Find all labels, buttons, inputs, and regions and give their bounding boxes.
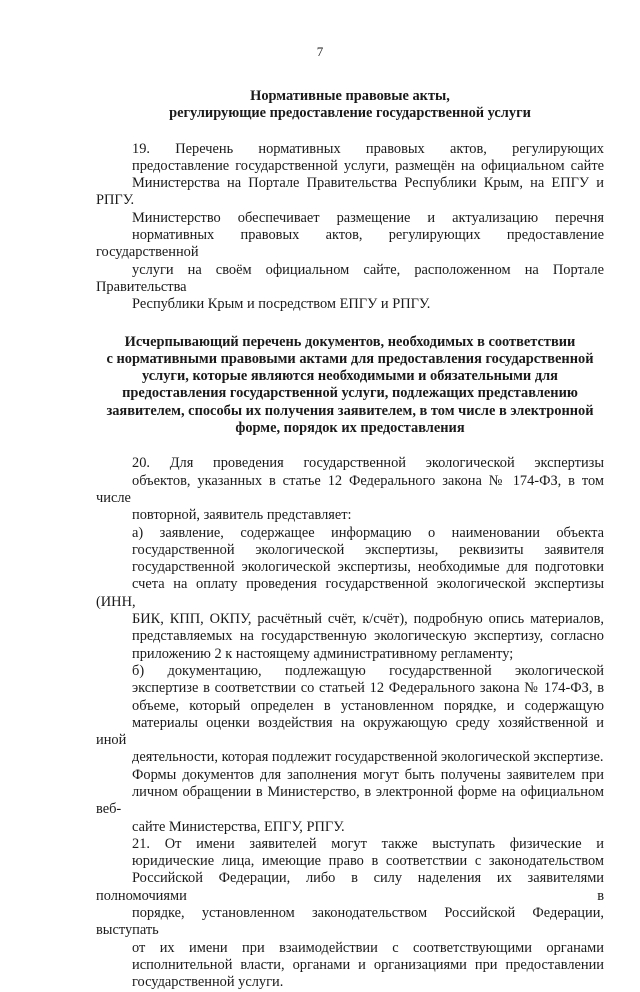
paragraph bbox=[96, 525, 604, 663]
page-number: 7 bbox=[316, 44, 324, 59]
paragraph-line: предоставление государственной услуги, размещён на официальном сайте bbox=[132, 157, 604, 174]
paragraph-line: Республики Крым и посредством ЕПГУ и РПГУ. bbox=[132, 296, 431, 313]
paragraph-line: Формы документов для заполнения могут быть получены заявителем при bbox=[132, 766, 604, 783]
paragraph-line: объеме, который определен в установленном порядке, и содержащую bbox=[132, 697, 604, 714]
paragraph-line: исполнительной власти, органами и организациями при предоставлении bbox=[132, 956, 604, 973]
paragraph-line: 19. Перечень нормативных правовых актов, регулирующих bbox=[132, 140, 604, 157]
paragraph-line: 21. От имени заявителей могут также выступать физические и bbox=[132, 835, 604, 852]
paragraph bbox=[96, 141, 604, 210]
heading-line: Исчерпывающий перечень документов, необходимых в соответствии bbox=[124, 333, 576, 350]
heading-line: заявителем, способы их получения заявителем, в том числе в электронной bbox=[106, 402, 594, 419]
paragraph-line: материалы оценки воздействия на окружающую среду хозяйственной и иной bbox=[96, 714, 604, 749]
paragraph-line: государственной услуги. bbox=[132, 974, 284, 991]
paragraph-line: юридические лица, имеющие право в соответствии с законодательством bbox=[132, 853, 604, 870]
paragraph bbox=[96, 210, 604, 314]
heading-line: регулирующие предоставление государственной услуги bbox=[169, 105, 531, 122]
paragraph-line: порядке, установленном законодательством Российской Федерации, выступать bbox=[96, 905, 604, 939]
heading-line: Нормативные правовые акты, bbox=[250, 88, 450, 104]
paragraph-line: Российской Федерации, либо в силу наделения их заявителями полномочиями в bbox=[96, 870, 604, 904]
paragraph-line: объектов, указанных в статье 12 Федерального закона № 174-ФЗ, в том числе bbox=[96, 472, 604, 506]
paragraph-line: экспертизе в соответствии со статьей 12 Федерального закона № 174-ФЗ, в bbox=[132, 680, 604, 697]
paragraph-line: повторной, заявитель представляет: bbox=[132, 507, 352, 524]
section-legal-acts-body bbox=[96, 141, 604, 314]
paragraph-line: деятельности, которая подлежит государственной экологической экспертизе. bbox=[132, 749, 604, 766]
paragraph-line: БИК, КПП, ОКПУ, расчётный счёт, к/счёт), подробную опись материалов, bbox=[132, 611, 604, 628]
heading-line: форме, порядок их предоставления bbox=[235, 420, 465, 437]
section-heading-legal-acts bbox=[96, 88, 604, 123]
paragraph-line: нормативных правовых актов, регулирующих предоставление государственной bbox=[96, 227, 604, 261]
paragraph-line: услуги на своём официальном сайте, расположенном на Портале Правительства bbox=[96, 261, 604, 295]
paragraph bbox=[96, 767, 604, 836]
paragraph bbox=[96, 455, 604, 524]
paragraph-line: личном обращении в Министерство, в электронной форме на официальном веб- bbox=[96, 783, 604, 818]
paragraph bbox=[96, 663, 604, 767]
section-heading-documents-list bbox=[96, 334, 604, 438]
paragraph bbox=[96, 836, 604, 992]
heading-line: предоставления государственной услуги, подлежащих представлению bbox=[122, 385, 578, 402]
document-body bbox=[96, 88, 604, 992]
paragraph-line: счета на оплату проведения государственной экологической экспертизы (ИНН, bbox=[96, 576, 604, 610]
paragraph-line: сайте Министерства, ЕПГУ, РПГУ. bbox=[132, 818, 345, 835]
paragraph-line: государственной экологической экспертизы, необходимые для подготовки bbox=[132, 559, 604, 576]
paragraph-line: приложению 2 к настоящему административному регламенту; bbox=[132, 645, 514, 662]
paragraph-line: б) документацию, подлежащую государственной экологической bbox=[132, 662, 604, 679]
section-documents-list-body bbox=[96, 455, 604, 991]
heading-line: услуги, которые являются необходимыми и обязательными для bbox=[142, 368, 558, 385]
paragraph-line: Министерства на Портале Правительства Республики Крым, на ЕПГУ и РПГУ. bbox=[96, 175, 604, 209]
paragraph-line: представляемых на государственную экологическую экспертизу, согласно bbox=[132, 628, 604, 645]
paragraph-line: 20. Для проведения государственной экологической экспертизы bbox=[132, 455, 604, 472]
paragraph-line: Министерство обеспечивает размещение и актуализацию перечня bbox=[132, 209, 604, 226]
heading-line: с нормативными правовыми актами для предоставления государственной bbox=[106, 350, 594, 367]
paragraph-line: государственной экологической экспертизы, реквизиты заявителя bbox=[132, 541, 604, 558]
paragraph-line: а) заявление, содержащее информацию о наименовании объекта bbox=[132, 524, 604, 541]
paragraph-line: от их имени при взаимодействии с соответствующими органами bbox=[132, 939, 604, 956]
